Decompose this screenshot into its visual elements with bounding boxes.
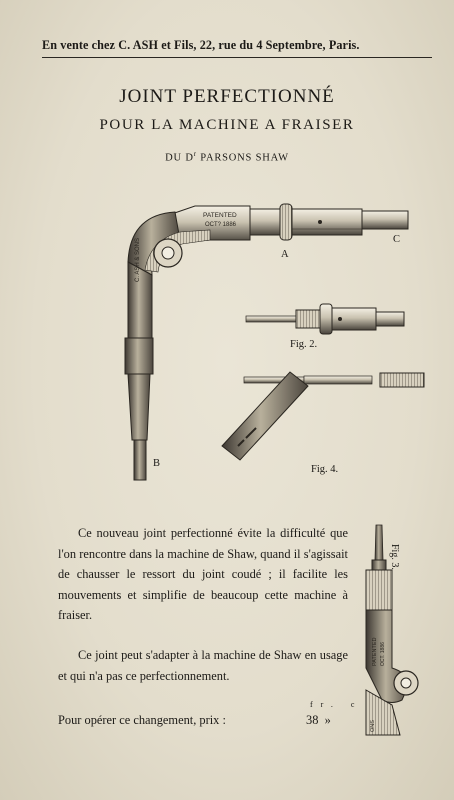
stamp-date: OCT? 1886 bbox=[205, 222, 237, 228]
paragraph-2: Ce joint peut s'adapter à la machine de Shaw en usage et qui n'a pas ce perfectionnement. bbox=[58, 648, 348, 683]
stamp-side: C. ASH & SONS bbox=[135, 237, 141, 282]
fig4-caption: Fig. 4. bbox=[311, 464, 339, 475]
label-a: A bbox=[281, 249, 289, 260]
fig2-drawing bbox=[246, 304, 404, 334]
title-line-3-sup: r bbox=[193, 150, 197, 158]
title-line-3-prefix: DU D bbox=[165, 152, 194, 164]
price-label: Pour opérer ce changement, prix : bbox=[58, 713, 226, 727]
paragraph-1: Ce nouveau joint perfectionné évite la difficulté que l'on rencontre dans la machine de Shaw, quand il s'agissait de chausser le ressort du joint coudé ; il facilite les mouvements et simplifie de beaucoup cette machine à fraiser. bbox=[58, 526, 348, 622]
fig4-drawing bbox=[222, 372, 424, 460]
price-value: 38 » bbox=[306, 713, 331, 727]
fig3-stamp-date: OCT. 1886 bbox=[380, 642, 386, 666]
fig3-caption: Fig. 3. bbox=[389, 544, 400, 570]
fig3-side-stamp: ONS bbox=[370, 720, 376, 732]
price-units: fr. c bbox=[310, 700, 363, 709]
label-c: C bbox=[393, 234, 401, 245]
title-line-1: JOINT PERFECTIONNÉ bbox=[119, 86, 335, 107]
vertical-arm bbox=[125, 238, 153, 480]
fig3-stamp: PATENTED bbox=[372, 637, 378, 666]
title-line-2: POUR LA MACHINE A FRAISER bbox=[99, 117, 355, 133]
page-header: En vente chez C. ASH et Fils, 22, rue du 4 Septembre, Paris. bbox=[42, 38, 360, 52]
stamp-patented: PATENTED bbox=[203, 212, 237, 219]
label-b: B bbox=[153, 458, 161, 469]
fig2-caption: Fig. 2. bbox=[290, 339, 318, 350]
title-line-3-suffix: PARSONS SHAW bbox=[196, 152, 289, 164]
